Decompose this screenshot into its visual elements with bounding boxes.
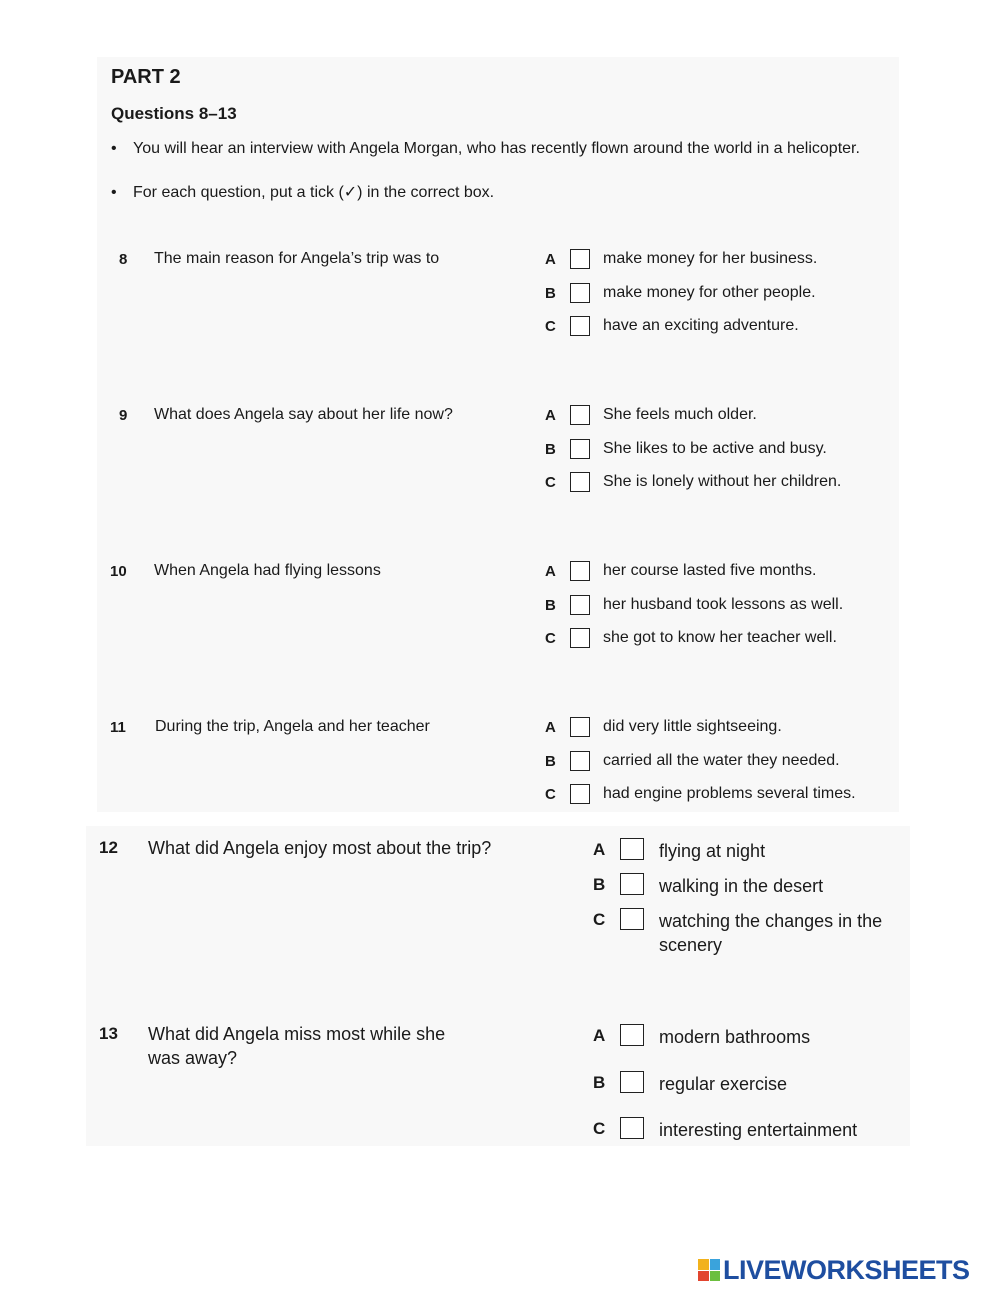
checkbox[interactable] [570,717,590,737]
checkbox[interactable] [570,405,590,425]
checkbox[interactable] [570,316,590,336]
checkbox[interactable] [570,751,590,771]
bullet: • [111,140,117,157]
checkbox[interactable] [620,1071,644,1093]
checkbox[interactable] [620,1117,644,1139]
checkbox[interactable] [570,249,590,269]
checkbox[interactable] [570,595,590,615]
checkbox[interactable] [570,472,590,492]
question-number: 8 [119,251,128,268]
question-number: 9 [119,407,128,424]
part-title: PART 2 [111,66,181,88]
question-number: 12 [99,838,118,857]
question-text: What does Angela say about her life now? [154,406,453,423]
liveworksheets-logo-icon [698,1259,720,1281]
checkbox[interactable] [570,784,590,804]
checkbox[interactable] [620,838,644,860]
upper-panel [97,57,899,812]
question-text: What did Angela miss most while she was away? [148,1024,446,1068]
question-text: The main reason for Angela’s trip was to [154,250,440,267]
checkbox[interactable] [570,439,590,459]
checkbox[interactable] [620,873,644,895]
question-text: When Angela had flying lessons [154,562,381,579]
checkbox[interactable] [570,561,590,581]
brand-name: LIVEWORKSHEETS [723,1254,970,1285]
question-number: 13 [99,1024,118,1043]
bullet: • [111,184,117,201]
checkbox[interactable] [570,628,590,648]
liveworksheets-brand [698,1255,970,1285]
checkbox[interactable] [620,1024,644,1046]
question-number: 11 [110,719,126,736]
checkbox[interactable] [570,283,590,303]
question-text: What did Angela enjoy most about the trip? [148,838,492,858]
instruction-2: • For each question, put a tick (✓) in the correct box. [111,184,495,201]
instruction-1: • You will hear an interview with Angela Morgan, who has recently flown around the world in a helicopter. [111,140,860,157]
checkbox[interactable] [620,908,644,930]
questions-range: Questions 8–13 [111,104,237,123]
question-number: 10 [110,563,127,580]
question-text: During the trip, Angela and her teacher [155,718,430,735]
